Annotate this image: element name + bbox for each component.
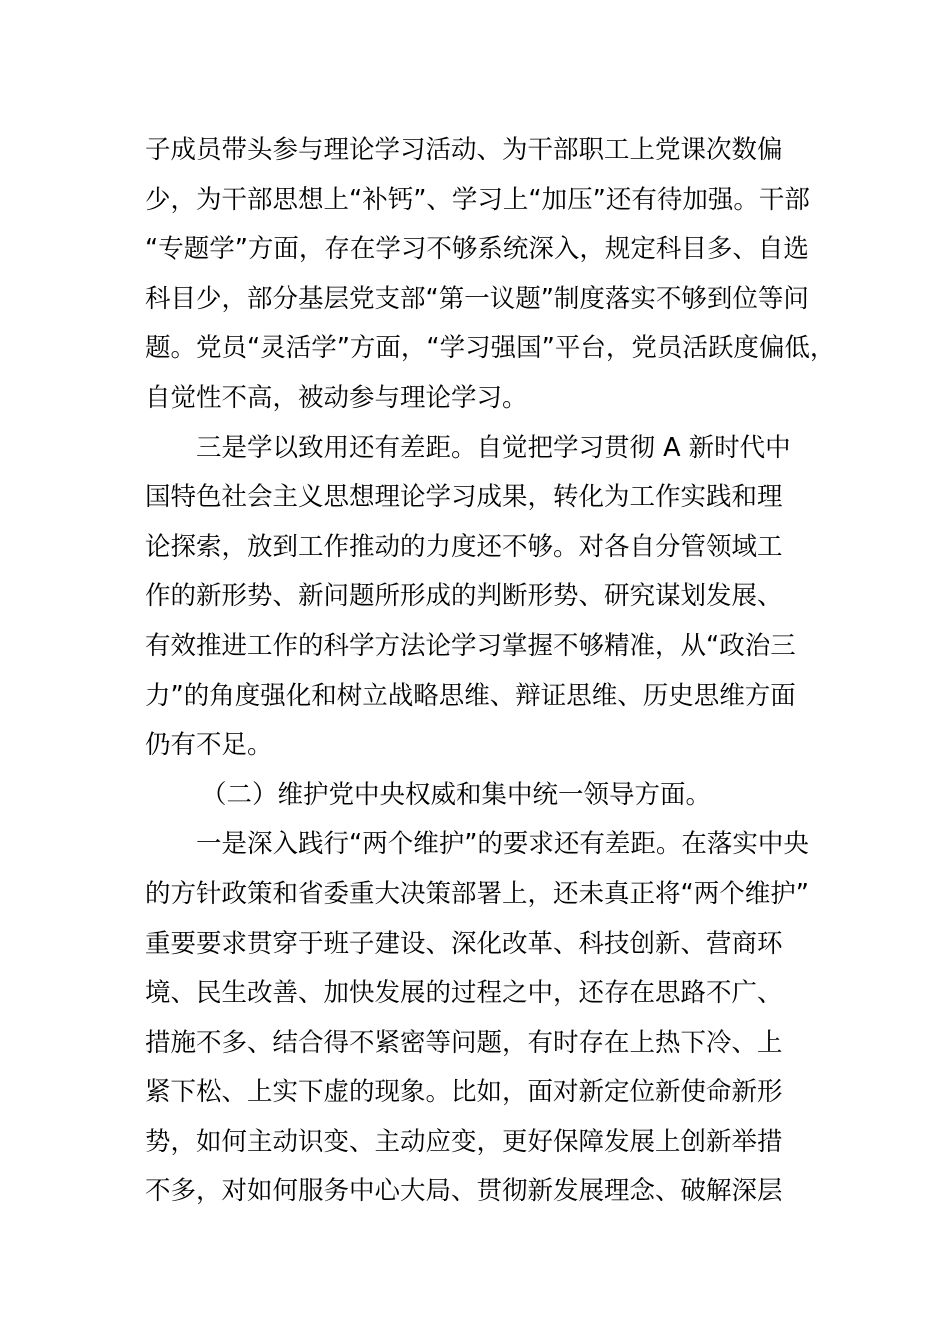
text-line: 有效推进工作的科学方法论学习掌握不够精准，从“政治三 [145,630,796,661]
text-line: 重要要求贯穿于班子建设、深化改革、科技创新、营商环 [145,928,783,959]
text-line: 力”的角度强化和树立战略思维、辩证思维、历史思维方面 [145,680,796,711]
text-line: 少，为干部思想上“补钙”、学习上“加压”还有待加强。干部 [145,184,810,215]
paragraph-start-line: 一是深入践行“两个维护”的要求还有差距。在落实中央 [196,829,809,860]
text-line: 自觉性不高，被动参与理论学习。 [145,382,528,413]
text-line: 论探索，放到工作推动的力度还不够。对各自分管领域工 [145,531,783,562]
text-line: 作的新形势、新问题所形成的判断形势、研究谋划发展、 [145,581,783,612]
body-text [145,126,835,1217]
text-line: 仍有不足。 [145,730,273,761]
text-line: 题。党员“灵活学”方面，“学习强国”平台，党员活跃度偏低， [145,333,836,364]
text-line: 的方针政策和省委重大决策部署上，还未真正将“两个维护” [145,878,809,909]
paragraph-start-line: 三是学以致用还有差距。自觉把学习贯彻 A 新时代中 [196,432,791,463]
text-line: “专题学”方面，存在学习不够系统深入，规定科目多、自选 [145,234,809,265]
text-line: 科目少，部分基层党支部“第一议题”制度落实不够到位等问 [145,283,809,314]
text-line: 境、民生改善、加快发展的过程之中，还存在思路不广、 [145,978,783,1009]
text-line: 国特色社会主义思想理论学习成果，转化为工作实践和理 [145,482,783,513]
text-line: 子成员带头参与理论学习活动、为干部职工上党课次数偏 [145,135,783,165]
text-line: 不多，对如何服务中心大局、贯彻新发展理念、破解深层 [145,1176,783,1207]
text-line: 势，如何主动识变、主动应变，更好保障发展上创新举措 [145,1126,783,1157]
text-line: 紧下松、上实下虚的现象。比如，面对新定位新使命新形 [145,1077,783,1108]
text-line: 措施不多、结合得不紧密等问题，有时存在上热下冷、上 [145,1027,783,1058]
section-heading: （二）维护党中央权威和集中统一领导方面。 [201,779,712,810]
